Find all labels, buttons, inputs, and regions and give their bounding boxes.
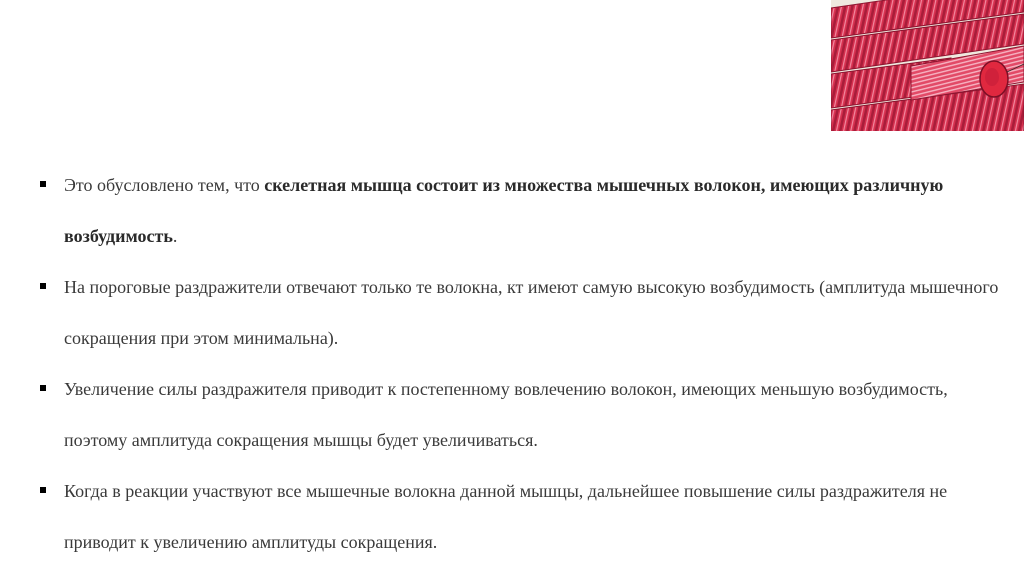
bullet-text: На пороговые раздражители отвечают только те волокна, кт имеют самую высокую возбудимость (амплитуда мышечного сокращения при этом минимальна). <box>64 277 999 348</box>
bullet-marker <box>40 385 46 391</box>
bullet-text: Когда в реакции участвуют все мышечные волокна данной мышцы, дальнейшее повышение силы раздражителя не приводит к увеличению амплитуды сокращения. <box>64 481 948 552</box>
bullet-marker <box>40 181 46 187</box>
bullet-text: Увеличение силы раздражителя приводит к постепенному вовлечению волокон, имеющих меньшую возбудимость, поэтому амплитуда сокращения мышцы будет увеличиваться. <box>64 379 948 450</box>
bullet-text-bold: скелетная мышца состоит из множества мышечных волокон, имеющих различную возбудимость <box>64 175 944 246</box>
bullet-list <box>40 160 1000 568</box>
bullet-text: Это обусловлено тем, что <box>64 175 265 195</box>
bullet-marker <box>40 283 46 289</box>
bullet-text-end: . <box>172 226 178 246</box>
bullet-item <box>40 262 1000 364</box>
skeletal-muscle-fibers-illustration <box>831 0 1024 131</box>
bullet-item <box>40 466 1000 568</box>
bullet-item <box>40 364 1000 466</box>
bullet-item <box>40 160 1000 262</box>
bullet-marker <box>40 487 46 493</box>
